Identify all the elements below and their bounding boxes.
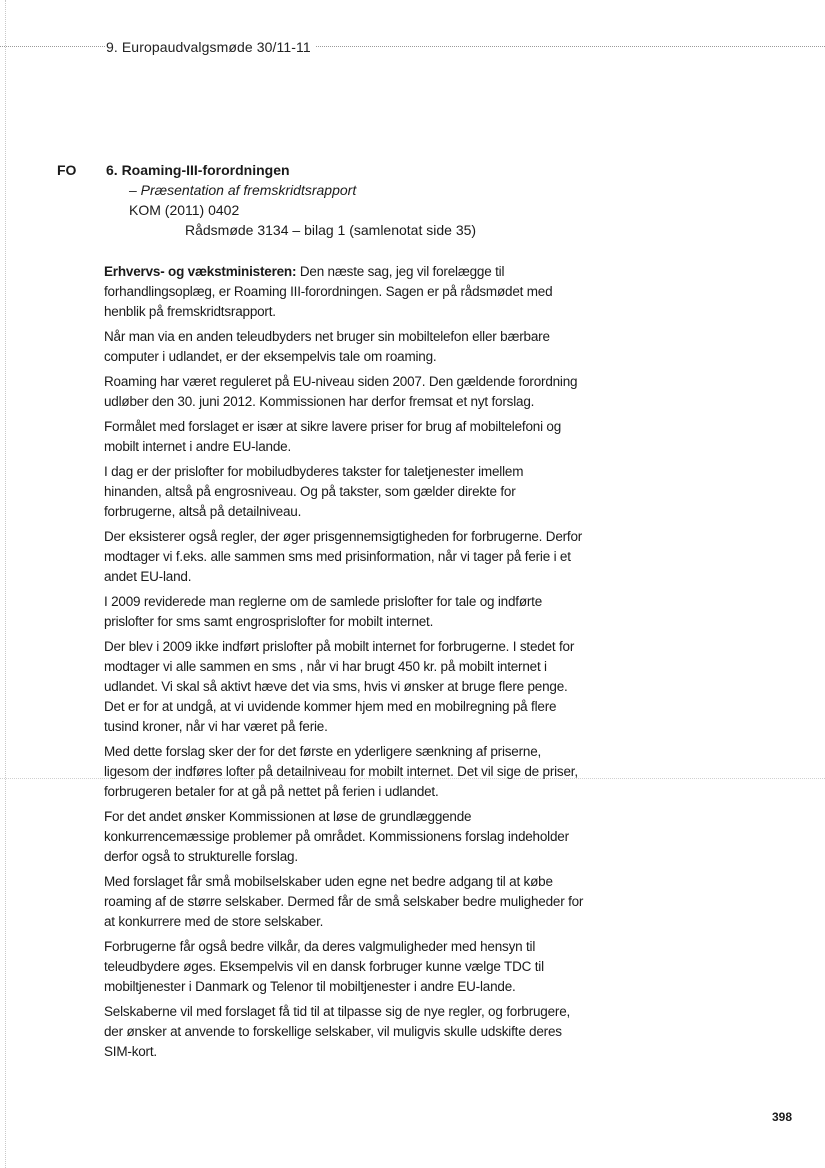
minutes-body	[104, 262, 584, 1067]
agenda-item-subtitle: – Præsentation af fremskridtsrapport	[129, 182, 357, 198]
paragraph: I dag er der prislofter for mobiludbyderes takster for taletjenester imellem hinanden, altså på engrosniveau. Og på takster, som gælder direkte for forbrugerne, altså på detailniveau.	[104, 464, 524, 519]
paragraph: Selskaberne vil med forslaget få tid til at tilpasse sig de nye regler, og forbrugere, der ønsker at anvende to forskellige selskaber, vil muligvis skulle udskifte deres SIM-kort.	[104, 1004, 571, 1059]
party-label: FO	[57, 162, 77, 178]
paragraph: For det andet ønsker Kommissionen at løse de grundlæggende konkurrencemæssige problemer på området. Kommissionens forslag indeholder derfor også to strukturelle forslag.	[104, 809, 569, 864]
page-number: 398	[772, 1110, 793, 1124]
running-header: 9. Europaudvalgsmøde 30/11-11	[106, 39, 315, 55]
paragraph: Roaming har været reguleret på EU-niveau siden 2007. Den gældende forordning udløber den 30. juni 2012. Kommissionen har derfor fremsat et nyt forslag.	[104, 374, 578, 409]
document-reference: KOM (2011) 0402	[129, 202, 240, 218]
speaker-label: Erhvervs- og vækstministeren:	[104, 264, 297, 279]
paragraph: Der eksisterer også regler, der øger prisgennemsigtigheden for forbrugerne. Derfor modtager vi f.eks. alle sammen sms med prisinformation, når vi tager på ferie i et andet EU-land.	[104, 529, 583, 584]
agenda-item-title: 6. Roaming-III-forordningen	[106, 162, 290, 178]
scan-edge-line	[5, 0, 6, 1168]
paragraph-intro	[104, 262, 584, 322]
paragraph: Med forslaget får små mobilselskaber uden egne net bedre adgang til at købe roaming af de større selskaber. Dermed får de små selskaber bedre muligheder for at konkurrere med de store selskaber.	[104, 874, 584, 929]
paragraph: I 2009 reviderede man reglerne om de samlede prislofter for tale og indførte prislofter for sms samt engrosprislofter for mobilt internet.	[104, 594, 543, 629]
paragraph: Med dette forslag sker der for det første en yderligere sænkning af priserne, ligesom der indføres lofter på detailniveau for mobilt internet. Det vil sige de priser, forbrugeren betaler for at gå på nettet på ferien i udlandet.	[104, 744, 578, 799]
intro-text: Den næste sag, jeg vil forelægge til forhandlingsoplæg, er Roaming III-forordningen. Sagen er på rådsmødet med henblik på fremskridtsrapport.	[104, 264, 553, 319]
paragraph: Der blev i 2009 ikke indført prislofter på mobilt internet for forbrugerne. I stedet for modtager vi alle sammen en sms , når vi har brugt 450 kr. på mobilt internet i udlandet. Vi skal så aktivt hæve det via sms, hvis vi ønsker at bruge flere penge. Det er for at undgå, at vi uvidende kommer hjem med en mobilregning på flere tusind kroner, når vi har været på ferie.	[104, 639, 575, 734]
council-meeting-reference: Rådsmøde 3134 – bilag 1 (samlenotat side 35)	[185, 222, 477, 238]
paragraph: Når man via en anden teleudbyders net bruger sin mobiltelefon eller bærbare computer i udlandet, er der eksempelvis tale om roaming.	[104, 329, 550, 364]
paragraph: Forbrugerne får også bedre vilkår, da deres valgmuligheder med hensyn til teleudbydere øges. Eksempelvis vil en dansk forbruger kunne vælge TDC til mobiltjenester i Danmark og Telenor til mobiltjenester i andre EU-lande.	[104, 939, 544, 994]
paragraph: Formålet med forslaget er især at sikre lavere priser for brug af mobiltelefoni og mobilt internet i andre EU-lande.	[104, 419, 562, 454]
